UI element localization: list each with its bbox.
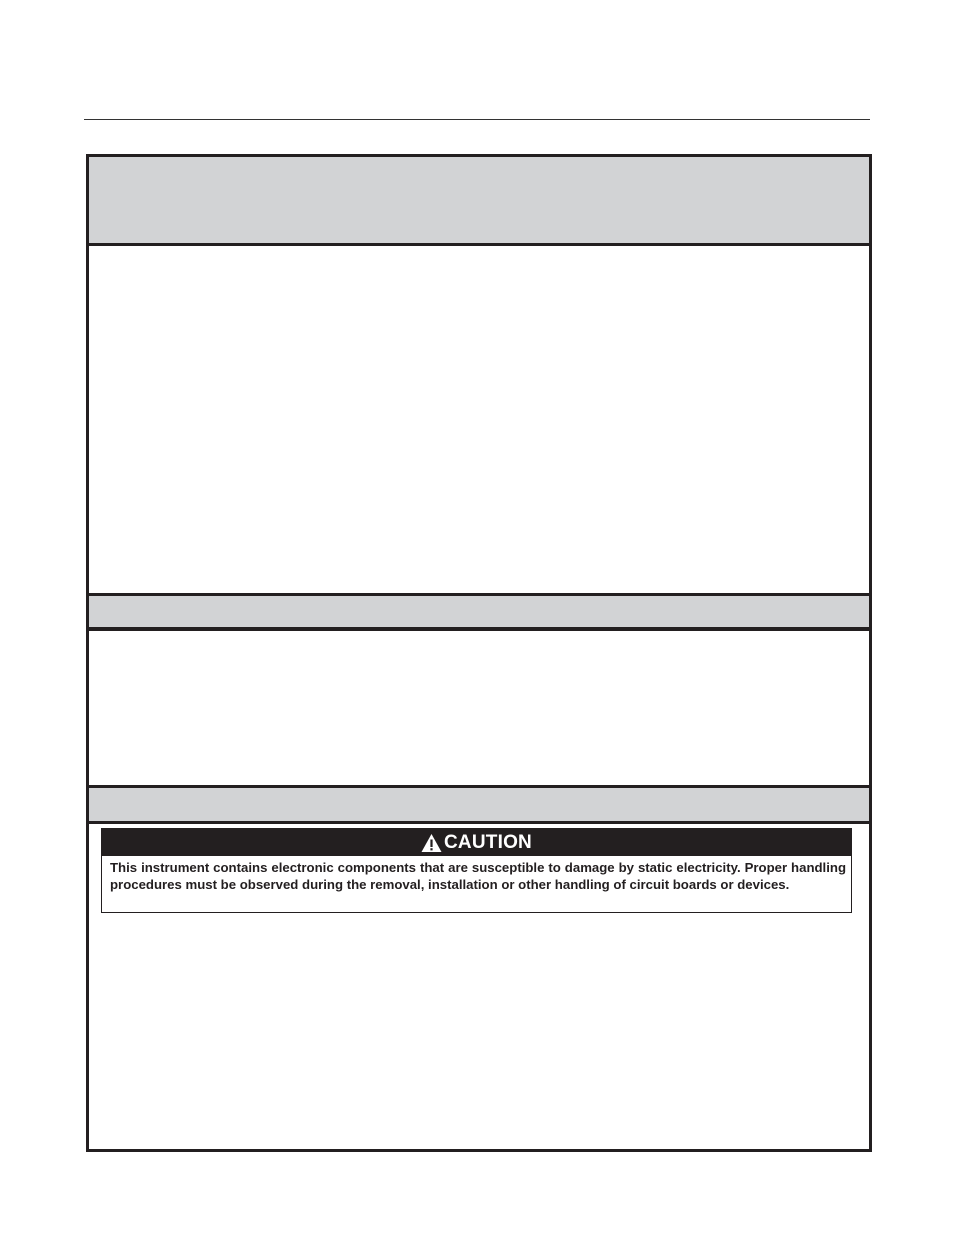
body-section-1 bbox=[89, 246, 869, 593]
header-band bbox=[89, 157, 869, 246]
body-section-2 bbox=[89, 631, 869, 785]
warning-triangle-icon bbox=[421, 833, 442, 853]
section-band-2 bbox=[89, 593, 869, 631]
document-frame bbox=[86, 154, 872, 1152]
caution-message: This instrument contains electronic components that are susceptible to damage by static electricity. Proper handling procedures must be observed during the removal, installation or other handling of circuit boards or devices. bbox=[110, 860, 846, 892]
caution-header bbox=[102, 829, 851, 856]
section-band-3 bbox=[89, 785, 869, 824]
caution-notice bbox=[101, 828, 852, 913]
top-rule bbox=[84, 119, 870, 120]
caution-title: CAUTION bbox=[444, 832, 532, 853]
